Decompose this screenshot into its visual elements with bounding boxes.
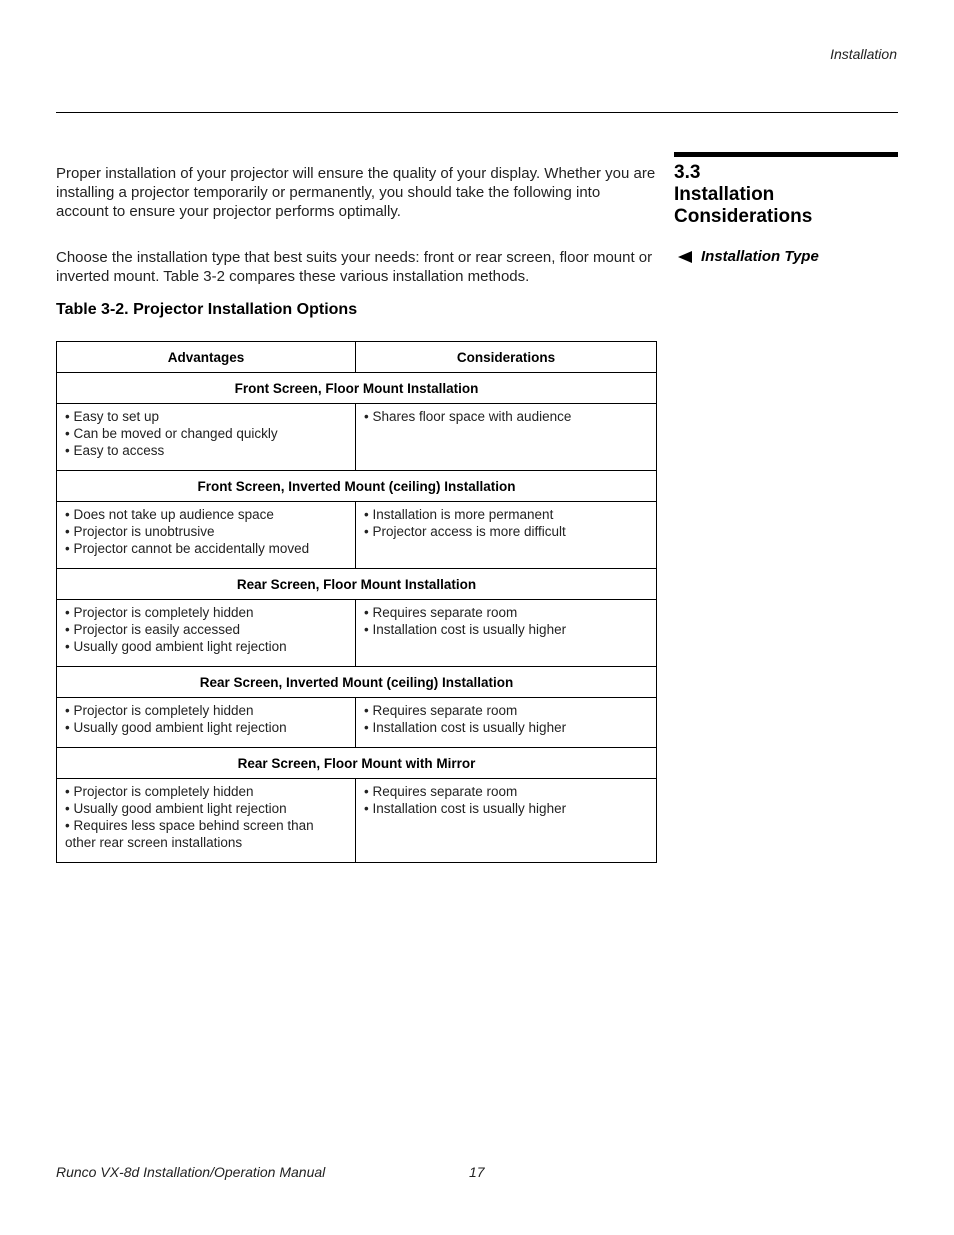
section-title [674,162,898,228]
advantages-cell [57,779,356,863]
group-row [57,569,657,600]
table-row [57,698,657,748]
section-bar [674,152,898,157]
column-header-advantages: Advantages [57,342,356,373]
group-title: Front Screen, Floor Mount Installation [57,373,657,404]
page-number: 17 [469,1164,485,1180]
footer-manual-title: Runco VX-8d Installation/Operation Manual [56,1164,326,1180]
list-item: • Projector is easily accessed [65,622,241,637]
section-title-line-1: Installation [674,184,775,205]
table-header-row [57,342,657,373]
group-row [57,471,657,502]
list-item: • Usually good ambient light rejection [65,720,287,735]
table-row [57,779,657,863]
list-item: • Projector is unobtrusive [65,524,215,539]
list-item: • Requires separate room [364,784,518,799]
group-row [57,748,657,779]
list-item: • Installation cost is usually higher [364,622,567,637]
list-item: • Installation cost is usually higher [364,720,567,735]
list-item: • Easy to access [65,443,165,458]
list-item: • Usually good ambient light rejection [65,639,287,654]
considerations-cell [356,779,657,863]
advantages-cell [57,404,356,471]
header-rule [56,112,898,113]
running-header: Installation [830,46,897,62]
column-header-considerations: Considerations [356,342,657,373]
table-row [57,404,657,471]
group-title: Rear Screen, Inverted Mount (ceiling) Installation [57,667,657,698]
installation-options-table [56,341,657,863]
list-item: • Projector cannot be accidentally moved [65,541,310,556]
advantages-cell [57,502,356,569]
group-title: Rear Screen, Floor Mount Installation [57,569,657,600]
list-item: • Projector is completely hidden [65,784,254,799]
considerations-cell [356,502,657,569]
list-item: • Does not take up audience space [65,507,274,522]
table-row [57,600,657,667]
list-item: • Installation is more permanent [364,507,554,522]
section-title-line-2: Considerations [674,206,813,227]
list-item: • Projector is completely hidden [65,703,254,718]
section-number: 3.3 [674,162,701,183]
list-item: • Shares floor space with audience [364,409,572,424]
group-title: Front Screen, Inverted Mount (ceiling) Installation [57,471,657,502]
list-item: • Easy to set up [65,409,160,424]
subheading [678,248,819,265]
group-title: Rear Screen, Floor Mount with Mirror [57,748,657,779]
advantages-cell [57,600,356,667]
list-item: • Can be moved or changed quickly [65,426,278,441]
considerations-cell [356,600,657,667]
intro-paragraph: Proper installation of your projector will ensure the quality of your display. Whether you are installing a projector temporarily or permanently, you should take the following into account to ensure your projector performs optimally. [56,165,656,220]
list-item: • Requires less space behind screen than other rear screen installations [65,818,314,850]
list-item: • Projector access is more difficult [364,524,566,539]
list-item: • Requires separate room [364,703,518,718]
subheading-text: Installation Type [701,248,819,265]
group-row [57,667,657,698]
table-row [57,502,657,569]
considerations-cell [356,404,657,471]
list-item: • Installation cost is usually higher [364,801,567,816]
table-caption: Table 3-2. Projector Installation Options [56,301,358,318]
list-item: • Usually good ambient light rejection [65,801,287,816]
arrow-left-icon [678,251,692,263]
group-row [57,373,657,404]
considerations-cell [356,698,657,748]
type-paragraph: Choose the installation type that best suits your needs: front or rear screen, floor mount or inverted mount. Table 3-2 compares these various installation methods. [56,249,653,285]
list-item: • Requires separate room [364,605,518,620]
list-item: • Projector is completely hidden [65,605,254,620]
advantages-cell [57,698,356,748]
